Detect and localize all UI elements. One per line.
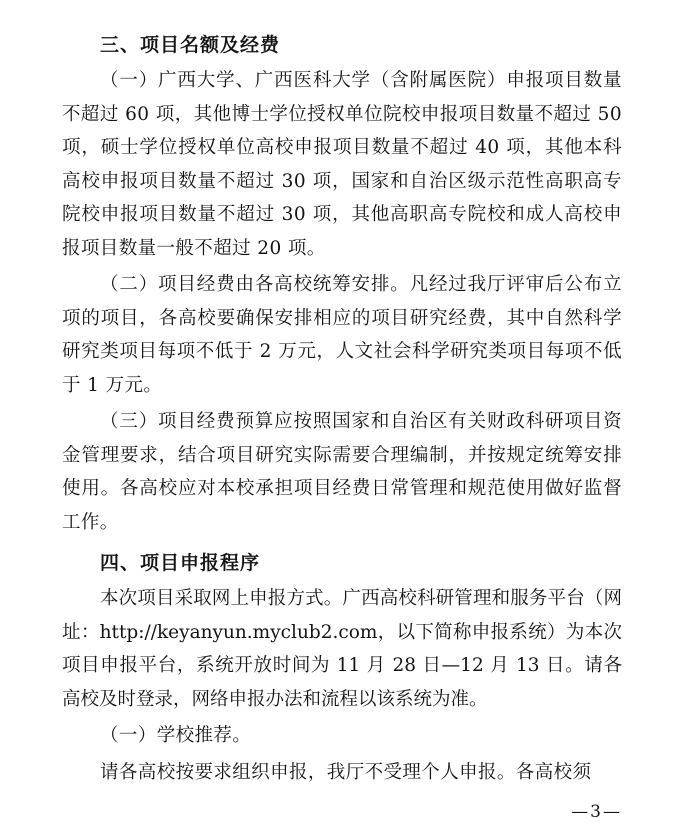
- paragraph-4-1: 本次项目采取网上申报方式。广西高校科研管理和服务平台（网址：http://keyanyun.myclub2.com，以下简称申报系统）为本次项目申报平台，系统开放时间为 11 月 28 日—12 月 13 日。请各高校及时登录，网络申报办法和流程以该系统为准。: [62, 588, 622, 710]
- paragraph-4-3: 请各高校按要求组织申报，我厅不受理个人申报。各高校须: [100, 761, 592, 783]
- page-number: —3—: [571, 802, 622, 822]
- paragraph-4-2: （一）学校推荐。: [100, 725, 252, 746]
- paragraph-3-1: （一）广西大学、广西医科大学（含附属医院）申报项目数量不超过 60 项，其他博士学位授权单位院校申报项目数量不超过 50 项，硕士学位授权单位高校申报项目数量不超过 40 项，其他本科高校申报项目数量不超过 30 项，国家和自治区级示范性高职高专院校申报项目数量不超过 30 项，其他高职高专院校和成人高校申报项目数量一般不超过 20 项。: [62, 70, 622, 259]
- document-body: [62, 30, 622, 789]
- paragraph-3-2: （二）项目经费由各高校统筹安排。凡经过我厅评审后公布立项的项目，各高校要确保安排相应的项目研究经费，其中自然科学研究类项目每项不低于 2 万元，人文社会科学研究类项目每项不低于 1 万元。: [62, 274, 622, 396]
- section-heading-3: 三、项目名额及经费: [100, 34, 281, 56]
- section-spacer: [62, 539, 622, 548]
- paragraph-3-3: （三）项目经费预算应按照国家和自治区有关财政科研项目资金管理要求，结合项目研究实际需要合理编制，并按规定统筹安排使用。各高校应对本校承担项目经费日常管理和规范使用做好监督工作。: [62, 411, 622, 533]
- section-heading-4: 四、项目申报程序: [100, 552, 261, 574]
